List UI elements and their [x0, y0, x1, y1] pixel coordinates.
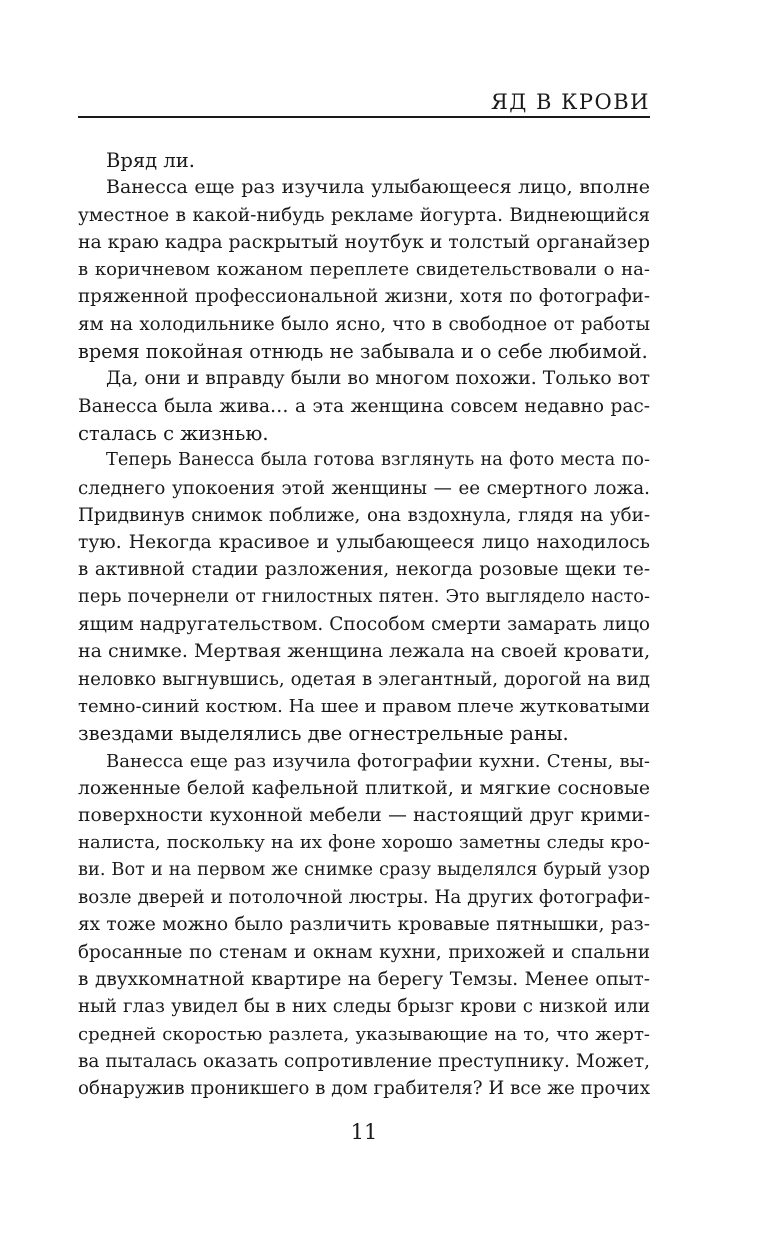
text-line: на краю кадра раскрытый ноутбук и толстый органайзер [78, 231, 650, 253]
text-line: обнаружив проникшего в дом грабителя? И все же прочих [78, 1078, 650, 1100]
running-head: ЯД В КРОВИ [490, 90, 650, 114]
text-line: в активной стадии разложения, некогда розовые щеки те- [78, 559, 650, 581]
text-line: ный глаз увидел бы в них следы брызг крови с низкой или [78, 996, 650, 1018]
page-number: 11 [350, 1120, 378, 1144]
text-line: перь почернели от гнилостных пятен. Это выглядело насто- [78, 586, 650, 607]
text-line: Вряд ли. [106, 149, 195, 172]
text-line: следнего упокоения этой женщины — ее смертного ложа. [78, 477, 650, 499]
text-line: Ванесса еще раз изучила фотографии кухни. Стены, вы- [106, 750, 650, 772]
text-line: сталась с жизнью. [78, 421, 269, 445]
text-line: средней скоростью разлета, указывающие на то, что жерт- [78, 1023, 650, 1045]
text-line: Ванесса еще раз изучила улыбающееся лицо, вполне [106, 176, 650, 199]
text-line: ложенные белой кафельной плиткой, и мягкие сосновые [78, 777, 650, 799]
text-line: время покойная отнюдь не забывала и о себе любимой. [78, 340, 648, 364]
text-line: ях тоже можно было различить кровавые пятнышки, раз- [78, 914, 650, 936]
text-line: бросанные по стенам и окнам кухни, прихожей и спальни [78, 941, 650, 963]
text-line: ящим надругательством. Способом смерти замарать лицо [78, 614, 650, 636]
text-line: неловко выгнувшись, одетая в элегантный, дорогой на вид [78, 668, 650, 690]
text-line: в коричневом кожаном переплете свидетельствовали о на- [78, 259, 650, 281]
text-line: тую. Некогда красивое и улыбающееся лицо находилось [78, 532, 650, 554]
text-line: Придвинув снимок поближе, она вздохнула, глядя на уби- [78, 504, 650, 526]
text-line: звездами выделялись две огнестрельные раны. [78, 722, 569, 746]
text-line: на снимке. Мертвая женщина лежала на своей кровати, [78, 640, 650, 663]
text-line: ви. Вот и на первом же снимке сразу выделялся бурый узор [78, 859, 650, 880]
text-line: поверхности кухонной мебели — настоящий друг крими- [78, 805, 650, 827]
text-line: Ванесса была жива… а эта женщина совсем недавно рас- [78, 395, 650, 417]
text-line: темно-синий костюм. На шее и правом плече жутковатыми [78, 695, 650, 717]
text-line: налиста, поскольку на их фоне хорошо заметны следы кро- [78, 832, 650, 854]
text-line: возле дверей и потолочной люстры. На других фотографи- [78, 887, 650, 909]
text-line: пряженной профессиональной жизни, хотя по фотографи- [78, 286, 650, 308]
text-line: уместное в какой-нибудь рекламе йогурта. Виднеющийся [78, 204, 650, 226]
header-rule [78, 116, 650, 118]
text-line: Да, они и вправду были во многом похожи. Только вот [106, 368, 650, 390]
text-line: ва пыталась оказать сопротивление преступнику. Может, [78, 1050, 650, 1072]
body-text [78, 147, 650, 1102]
text-line: Теперь Ванесса была готова взглянуть на фото места по- [106, 450, 650, 471]
text-line: ям на холодильнике было ясно, что в свободное от работы [78, 313, 650, 335]
text-line: в двухкомнатной квартире на берегу Темзы. Менее опыт- [78, 968, 650, 990]
